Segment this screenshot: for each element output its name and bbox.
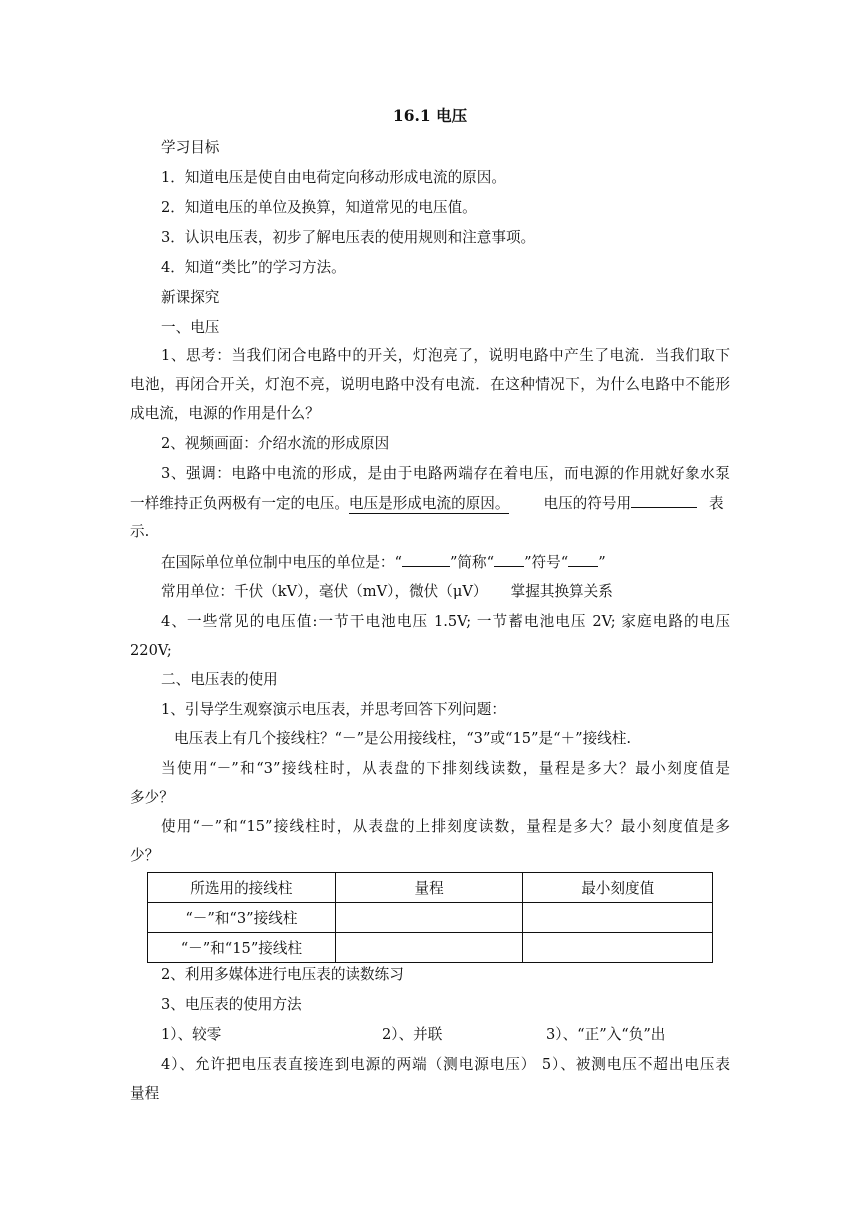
table-row xyxy=(148,903,713,933)
table-cell: “－”和“3”接线柱 xyxy=(148,903,336,933)
table-header: 所选用的接线柱 xyxy=(148,873,336,903)
table-row xyxy=(148,933,713,963)
voltage-symbol-blank[interactable] xyxy=(631,493,697,508)
underlined-conclusion: 电压是形成电流的原因。 xyxy=(348,495,510,512)
objective-item: 3．认识电压表，初步了解电压表的使用规则和注意事项。 xyxy=(161,229,536,246)
question-3-line: 3、强调：电路中电流的形成，是由于电路两端存在着电压，而电源的作用就好象水泵 xyxy=(161,465,730,482)
question-3-text: 一样维持正负两极有一定的电压。 xyxy=(130,495,349,512)
range-table xyxy=(147,872,713,963)
common-voltages-line: 4、一些常见的电压值:一节干电池电压 1.5V; 一节蓄电池电压 2V; 家庭电路的电压 xyxy=(161,613,730,630)
question-1-line: 1、思考：当我们闭合电路中的开关，灯泡亮了，说明电路中产生了电流．当我们取下 xyxy=(161,347,730,364)
si-unit-text: ” xyxy=(598,554,606,571)
objective-item: 2．知道电压的单位及换算，知道常见的电压值。 xyxy=(161,199,477,216)
page-title: 16.1 电压 xyxy=(392,106,468,125)
part2-question: 当使用“－”和“3”接线柱时，从表盘的下排刻线读数，量程是多大？最小刻度值是 xyxy=(161,760,730,777)
part2-heading: 二、电压表的使用 xyxy=(161,671,278,688)
question-1-line: 电池，再闭合开关，灯泡不亮，说明电路中没有电流．在这种情况下，为什么电路中不能形 xyxy=(130,376,730,393)
table-cell[interactable] xyxy=(523,933,713,963)
question-3-line: 示. xyxy=(130,523,150,540)
part2-question: 电压表上有几个接线柱？“－”是公用接线柱，“3”或“15”是“＋”接线柱. xyxy=(174,730,632,747)
part2-question: 多少？ xyxy=(130,789,174,806)
question-1-line: 成电流，电源的作用是什么？ xyxy=(130,405,320,422)
si-unit-text: 在国际单位单位制中电压的单位是：“ xyxy=(161,554,402,571)
part2-question: 使用“－”和“15”接线柱时，从表盘的上排刻度读数，量程是多大？最小刻度值是多 xyxy=(161,818,730,835)
part2-question: 少？ xyxy=(130,847,160,864)
part2-point-3: 3、电压表的使用方法 xyxy=(161,996,302,1013)
part1-heading: 一、电压 xyxy=(161,319,220,336)
objective-item: 1．知道电压是使自由电荷定向移动形成电流的原因。 xyxy=(161,169,506,186)
si-unit-text: ”简称“ xyxy=(449,554,495,571)
table-cell[interactable] xyxy=(335,933,523,963)
part2-point-1: 1、引导学生观察演示电压表，并思考回答下列问题： xyxy=(161,701,506,718)
usage-rule: 4）、允许把电压表直接连到电源的两端（测电源电压） 5）、被测电压不超出电压表 xyxy=(161,1056,730,1073)
section-label: 新课探究 xyxy=(161,289,220,306)
usage-rule: 2）、并联 xyxy=(382,1026,443,1043)
question-3-text: 表 xyxy=(709,495,724,512)
common-voltages-line: 220V; xyxy=(130,642,172,659)
si-unit-line xyxy=(161,552,606,573)
table-header: 量程 xyxy=(335,873,523,903)
table-header: 最小刻度值 xyxy=(523,873,713,903)
usage-rule: 1）、较零 xyxy=(161,1026,222,1043)
table-cell[interactable] xyxy=(523,903,713,933)
objective-item: 4．知道“类比”的学习方法。 xyxy=(161,259,346,276)
unit-name-blank[interactable] xyxy=(402,552,450,567)
usage-rule: 3）、“正”入“负”出 xyxy=(546,1026,666,1043)
unit-short-blank[interactable] xyxy=(494,552,524,567)
unit-symbol-blank[interactable] xyxy=(568,552,598,567)
common-units: 常用单位：千伏（kV），毫伏（mV），微伏（μV） 掌握其换算关系 xyxy=(161,583,613,600)
question-2: 2、视频画面：介绍水流的形成原因 xyxy=(161,435,390,452)
table-header-row xyxy=(148,873,713,903)
table-cell: “－”和“15”接线柱 xyxy=(148,933,336,963)
part2-point-2: 2、利用多媒体进行电压表的读数练习 xyxy=(161,966,404,983)
voltage-symbol-prompt: 电压的符号用 xyxy=(543,495,632,512)
objectives-heading: 学习目标 xyxy=(161,139,220,156)
si-unit-text: ”符号“ xyxy=(524,554,569,571)
table-cell[interactable] xyxy=(335,903,523,933)
question-3-line xyxy=(130,493,724,514)
usage-rule: 量程 xyxy=(130,1085,160,1102)
